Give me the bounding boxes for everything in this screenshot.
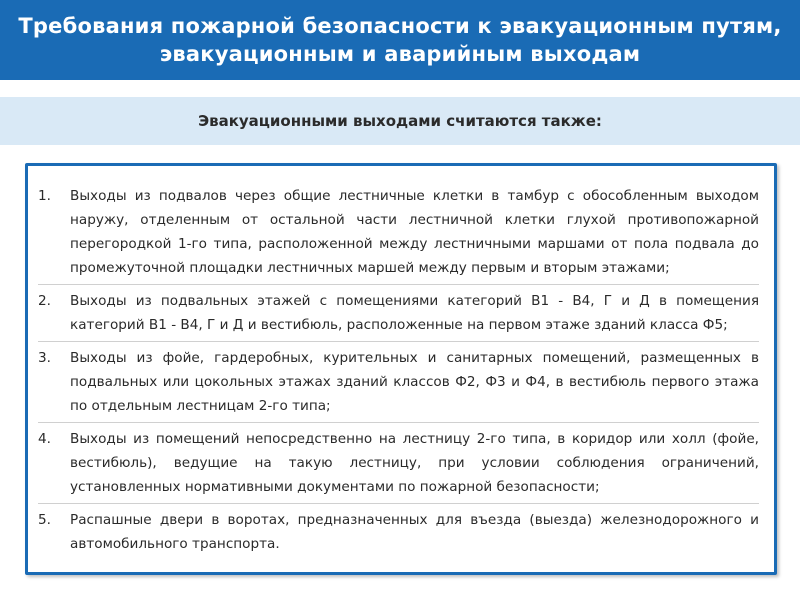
list-item-text: Распашные двери в воротах, предназначенных для въезда (выезда) железнодорожного и автомобильного транспорта. [70,512,759,552]
list-item-text: Выходы из подвальных этажей с помещениями категорий В1 - В4, Г и Д в помещения категорий В1 - В4, Г и Д и вестибюль, расположенные на первом этаже зданий класса Ф5; [70,293,759,333]
page-title-line-2: эвакуационным и аварийным выходам [159,42,641,66]
list-item-number: 1. [38,188,51,204]
subtitle-band [0,97,800,145]
list-item-text: Выходы из фойе, гардеробных, курительных и санитарных помещений, размещенных в подвальных или цокольных этажах зданий классов Ф2, Ф3 и Ф4, в вестибюль первого этажа по отдельным лестницам 2-го типа; [70,350,759,414]
list-item-number: 4. [38,431,51,447]
list-item-number: 5. [38,512,51,528]
list-item [38,422,759,499]
list-item [38,284,759,337]
list-item [38,341,759,418]
page-title [18,12,781,68]
page-title-line-1: Требования пожарной безопасности к эвакуационным путям, [18,14,782,38]
list-item-text: Выходы из подвалов через общие лестничные клетки в тамбур с обособленным выходом наружу, отделенным от остальной части лестничной клетки глухой противопожарной перегородкой 1-го типа, расположенной между лестничными маршами от пола подвала до промежуточной площадки лестничных маршей между первым и вторым этажами; [70,188,759,276]
subtitle: Эвакуационными выходами считаются также: [198,112,602,130]
list-item-number: 3. [38,350,51,366]
list-item [38,184,759,280]
list-item-text: Выходы из помещений непосредственно на лестницу 2-го типа, в коридор или холл (фойе, вестибюль), ведущие на такую лестницу, при условии соблюдения ограничений, установленных нормативными документами по пожарной безопасности; [70,431,759,495]
header-bar [0,0,800,80]
list-item [38,503,759,556]
list-item-number: 2. [38,293,51,309]
content-box [25,163,777,575]
